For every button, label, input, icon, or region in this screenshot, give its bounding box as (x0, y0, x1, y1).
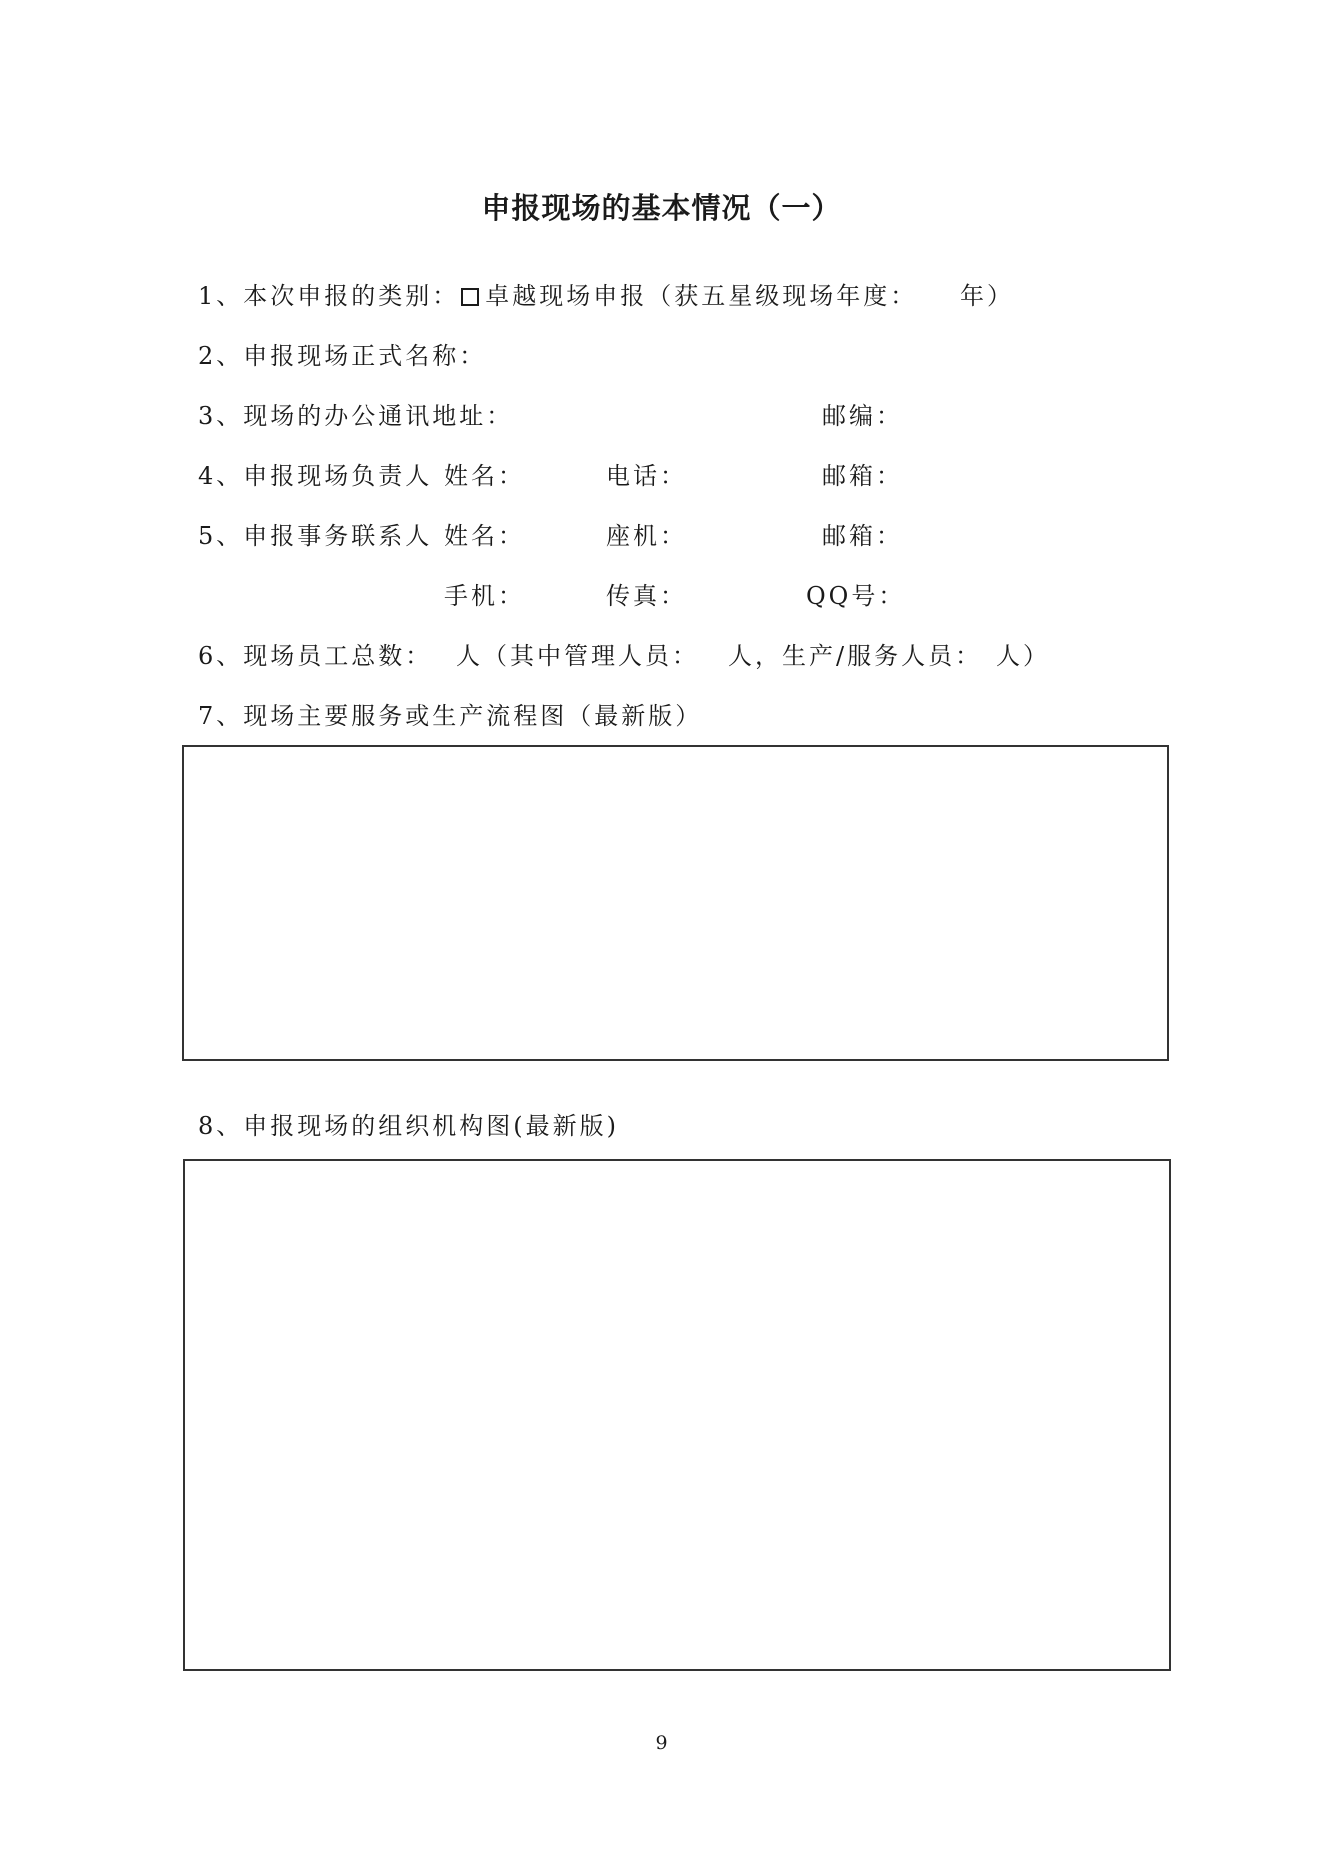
item-3-postcode-label: 邮编： (822, 402, 903, 430)
item-5-email-label: 邮箱： (822, 522, 903, 550)
item-4-phone-label: 电话： (606, 462, 687, 490)
item-5-mobile-label: 手机： (444, 582, 525, 610)
item-4-name-label: 姓名： (444, 462, 525, 490)
page-title: 申报现场的基本情况（一） (481, 191, 842, 225)
item-5-qq-label: QQ号： (806, 582, 906, 610)
item-6-part-1: 人（其中管理人员： (456, 642, 699, 670)
item-5-label: 5、申报事务联系人 (198, 522, 433, 550)
item-1-row (198, 281, 917, 311)
item-3-label: 3、现场的办公通讯地址： (198, 402, 514, 430)
flowchart-box[interactable] (182, 745, 1169, 1061)
item-4-email-label: 邮箱： (822, 462, 903, 490)
item-1-suffix: 年） (960, 282, 1014, 310)
item-4-label: 4、申报现场负责人 (198, 462, 433, 490)
checkbox-excellence[interactable] (461, 288, 479, 306)
item-5-fax-label: 传真： (606, 582, 687, 610)
item-6-part-3: 人） (996, 642, 1050, 670)
page-number: 9 (655, 1732, 668, 1754)
item-1-option: 卓越现场申报（获五星级现场年度： (485, 282, 918, 310)
item-7-label: 7、现场主要服务或生产流程图（最新版） (198, 702, 703, 730)
item-6-label: 6、现场员工总数： (198, 642, 433, 670)
item-5-name-label: 姓名： (444, 522, 525, 550)
item-1-label: 1、本次申报的类别： (198, 282, 460, 310)
item-8-label: 8、申报现场的组织机构图(最新版) (198, 1112, 619, 1140)
item-6-part-2: 人，生产/服务人员： (728, 642, 983, 670)
org-chart-box[interactable] (183, 1159, 1171, 1671)
item-5-landline-label: 座机： (606, 522, 687, 550)
item-2-label: 2、申报现场正式名称： (198, 342, 487, 370)
